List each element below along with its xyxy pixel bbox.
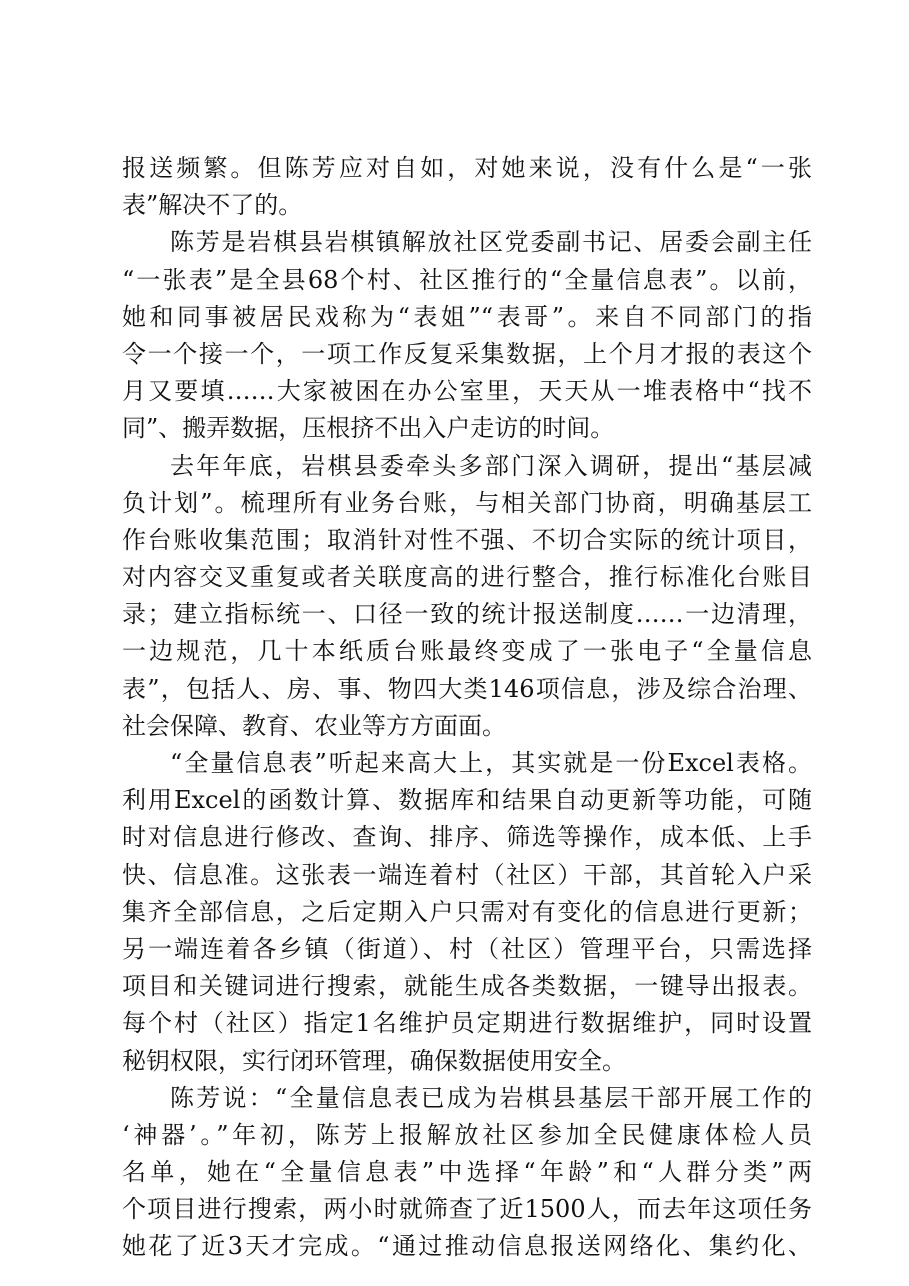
paragraph-line: 月又要填……大家被困在办公室里，天天从一堆表格中“找不: [122, 377, 812, 406]
paragraph-line: 集齐全部信息，之后定期入户只需对有变化的信息进行更新；: [122, 897, 812, 926]
paragraph-line: 名单，她在“全量信息表”中选择“年龄”和“人群分类”两: [122, 1158, 812, 1187]
paragraph-line: 项目和关键词进行搜索，就能生成各类数据，一键导出报表。: [122, 972, 812, 1001]
paragraph-line: ‘神器’。”年初，陈芳上报解放社区参加全民健康体检人员: [122, 1120, 812, 1149]
paragraph-line: 令一个接一个，一项工作反复采集数据，上个月才报的表这个: [122, 339, 812, 368]
article-body: [122, 150, 812, 1266]
paragraph-line: 她花了近3天才完成。“通过推动信息报送网络化、集约化、: [122, 1232, 812, 1261]
paragraph: [122, 150, 812, 224]
paragraph-line: 报送频繁。但陈芳应对自如，对她来说，没有什么是“一张: [122, 154, 812, 182]
paragraph-line: 一边规范，几十本纸质台账最终变成了一张电子“全量信息: [122, 637, 812, 666]
paragraph-line: 秘钥权限，实行闭环管理，确保数据使用安全。: [122, 1046, 626, 1075]
paragraph-line: “一张表”是全县68个村、社区推行的“全量信息表”。以前，: [122, 265, 812, 294]
paragraph-line: 快、信息准。这张表一端连着村（社区）干部，其首轮入户采: [122, 860, 812, 889]
paragraph-line: 表”，包括人、房、事、物四大类146项信息，涉及综合治理、: [122, 674, 812, 703]
paragraph-line: 另一端连着各乡镇（街道）、村（社区）管理平台，只需选择: [122, 934, 812, 963]
paragraph: [122, 745, 812, 1080]
paragraph-line: 录；建立指标统一、口径一致的统计报送制度……一边清理，: [122, 600, 812, 629]
paragraph-line: 去年年底，岩棋县委牵头多部门深入调研，提出“基层减: [170, 451, 812, 480]
paragraph-line: 社会保障、教育、农业等方方面面。: [122, 711, 506, 740]
paragraph-line: 陈芳说：“全量信息表已成为岩棋县基层干部开展工作的: [170, 1083, 812, 1112]
paragraph-line: 时对信息进行修改、查询、排序、筛选等操作，成本低、上手: [122, 823, 812, 852]
paragraph-line: 表”解决不了的。: [122, 191, 303, 220]
paragraph: [122, 1080, 812, 1266]
paragraph: [122, 448, 812, 746]
paragraph-line: 作台账收集范围；取消针对性不强、不切合实际的统计项目，: [122, 525, 812, 554]
paragraph-line: 同”、搬弄数据，压根挤不出入户走访的时间。: [122, 414, 615, 443]
paragraph-line: 每个村（社区）指定1名维护员定期进行数据维护，同时设置: [122, 1009, 812, 1038]
paragraph: [122, 224, 812, 447]
paragraph-line: 负计划”。梳理所有业务台账，与相关部门协商，明确基层工: [122, 488, 812, 517]
paragraph-line: 利用Excel的函数计算、数据库和结果自动更新等功能，可随: [122, 786, 812, 815]
paragraph-line: “全量信息表”听起来高大上，其实就是一份Excel表格。: [170, 749, 812, 777]
paragraph-line: 对内容交叉重复或者关联度高的进行整合，推行标准化台账目: [122, 563, 812, 592]
paragraph-line: 个项目进行搜索，两小时就筛查了近1500人，而去年这项任务: [122, 1195, 812, 1224]
paragraph-line: 她和同事被居民戏称为“表姐”“表哥”。来自不同部门的指: [122, 302, 812, 331]
paragraph-line: 陈芳是岩棋县岩棋镇解放社区党委副书记、居委会副主任: [170, 228, 812, 257]
